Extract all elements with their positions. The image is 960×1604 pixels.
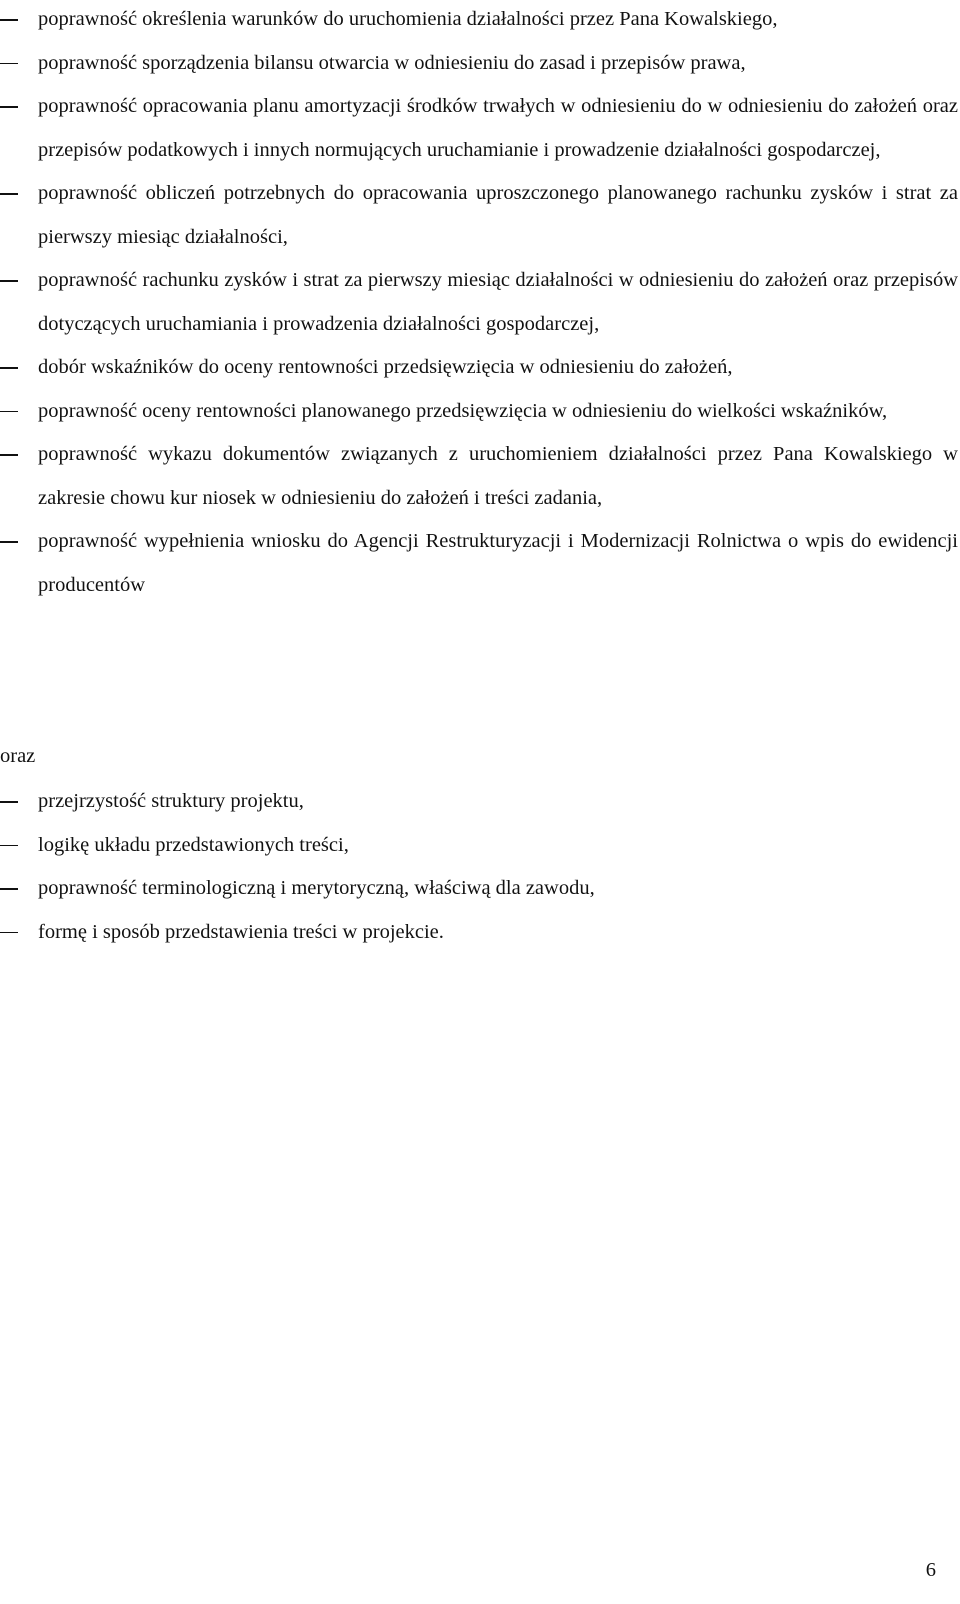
list-item-text: poprawność wypełnienia wniosku do Agencji Restrukturyzacji i Modernizacji Rolnictwa o wpis do ewidencji producentów xyxy=(38,530,958,596)
list-item-text: poprawność obliczeń potrzebnych do opracowania uproszczonego planowanego rachunku zysków i strat za pierwszy miesiąc działalności, xyxy=(38,182,958,248)
dash-bullet-icon xyxy=(0,801,18,803)
list-item xyxy=(0,520,960,607)
dash-bullet-icon xyxy=(0,19,18,21)
additional-criteria-list xyxy=(0,780,960,954)
list-item-text: poprawność sporządzenia bilansu otwarcia w odniesieniu do zasad i przepisów prawa, xyxy=(38,51,746,74)
list-item xyxy=(0,911,960,955)
list-item xyxy=(0,780,960,824)
criteria-list xyxy=(0,0,960,607)
list-item-text: przejrzystość struktury projektu, xyxy=(38,790,304,812)
list-item-text: poprawność rachunku zysków i strat za pierwszy miesiąc działalności w odniesieniu do założeń oraz przepisów dotyczących uruchamiania i prowadzenia działalności gospodarczej, xyxy=(38,269,958,335)
dash-bullet-icon xyxy=(0,63,18,65)
list-item xyxy=(0,824,960,868)
list-item xyxy=(0,433,960,520)
dash-bullet-icon xyxy=(0,411,18,413)
dash-bullet-icon xyxy=(0,106,18,108)
list-item xyxy=(0,867,960,911)
dash-bullet-icon xyxy=(0,367,18,369)
list-item-text: poprawność oceny rentowności planowanego przedsięwzięcia w odniesieniu do wielkości wskaźników, xyxy=(38,399,888,422)
connector-text: oraz xyxy=(0,745,36,767)
dash-bullet-icon xyxy=(0,541,18,543)
dash-bullet-icon xyxy=(0,888,18,890)
dash-bullet-icon xyxy=(0,193,18,195)
list-item-text: poprawność określenia warunków do uruchomienia działalności przez Pana Kowalskiego, xyxy=(38,8,778,30)
list-item xyxy=(0,85,960,172)
list-item-text: poprawność opracowania planu amortyzacji środków trwałych w odniesieniu do w odniesieniu do założeń oraz przepisów podatkowych i innych normujących uruchamianie i prowadzenie działalności gospodarczej, xyxy=(38,95,958,161)
list-item xyxy=(0,346,960,390)
list-item xyxy=(0,259,960,346)
list-item-text: formę i sposób przedstawienia treści w projekcie. xyxy=(38,920,444,943)
list-item-text: dobór wskaźników do oceny rentowności przedsięwzięcia w odniesieniu do założeń, xyxy=(38,356,733,378)
list-item xyxy=(0,172,960,259)
list-item-text: poprawność wykazu dokumentów związanych z uruchomieniem działalności przez Pana Kowalskiego w zakresie chowu kur niosek w odniesieniu do założeń i treści zadania, xyxy=(38,443,958,509)
list-item xyxy=(0,0,960,42)
dash-bullet-icon xyxy=(0,454,18,456)
list-item-text: poprawność terminologiczną i merytoryczną, właściwą dla zawodu, xyxy=(38,877,595,899)
list-item-text: logikę układu przedstawionych treści, xyxy=(38,833,349,856)
list-item xyxy=(0,42,960,86)
dash-bullet-icon xyxy=(0,932,18,934)
page-number: 6 xyxy=(925,1559,936,1581)
list-item xyxy=(0,390,960,434)
dash-bullet-icon xyxy=(0,280,18,282)
dash-bullet-icon xyxy=(0,845,18,847)
